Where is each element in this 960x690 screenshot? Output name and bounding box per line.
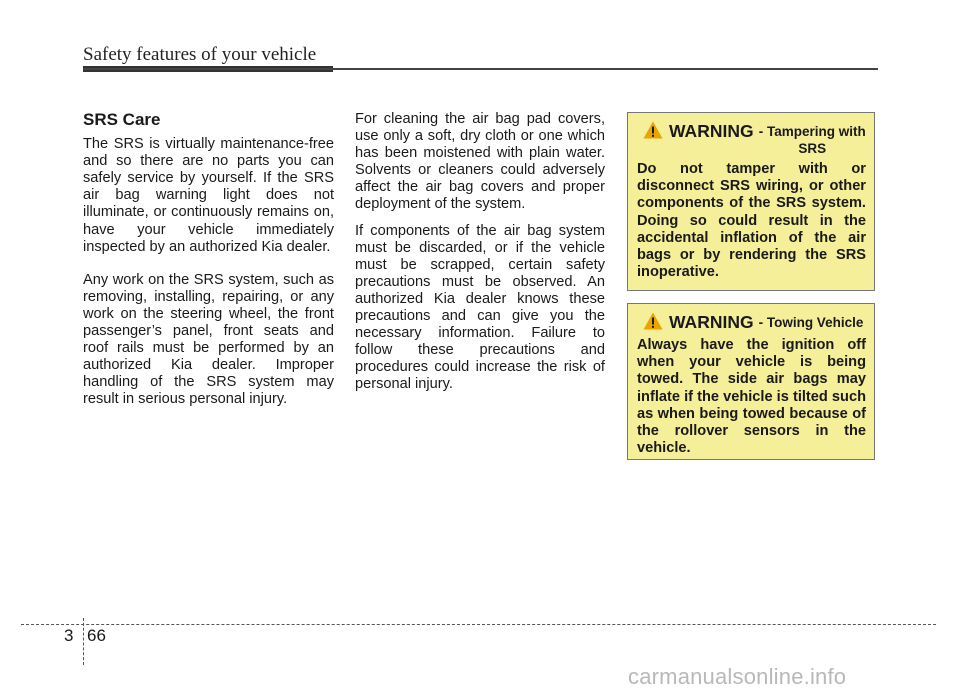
- paragraph: The SRS is virtually maintenance-free and so there are no parts you can safely service by yourself. If the SRS air bag warning light does not illuminate, or continuously remains on, have your vehicle immediately inspected by an authorized Kia dealer.: [83, 136, 334, 255]
- chapter-number: 3: [64, 626, 74, 645]
- text-column-left: [83, 111, 334, 418]
- footer-divider: [83, 618, 84, 665]
- paragraph: If components of the air bag system must be discarded, or if the vehicle must be scrapped, certain safety precautions must be observed. An authorized Kia dealer knows these precautions and can give you the necessary information. Failure to follow these precautions and procedures could increase the risk of personal injury.: [355, 222, 605, 393]
- warning-subtitle: - Towing Vehicle: [758, 315, 864, 330]
- watermark: carmanualsonline.info: [628, 664, 847, 689]
- warning-triangle-icon: [643, 121, 663, 139]
- warning-box-towing: [627, 303, 875, 460]
- section-heading: SRS Care: [83, 110, 161, 129]
- warning-subtitle: - Tampering with SRS: [758, 124, 866, 156]
- page-number: 66: [87, 626, 106, 645]
- text-column-middle: [355, 111, 605, 403]
- warning-body: Do not tamper with or disconnect SRS wiring, or other components of the SRS system. Doing so could result in the accidental inflation of the air bags or by rendering the SRS inoperative.: [637, 161, 866, 281]
- warning-header: [643, 121, 866, 157]
- warning-label: WARNING: [669, 121, 754, 141]
- warning-triangle-icon: [643, 312, 663, 330]
- warning-label: WARNING: [669, 312, 754, 332]
- header-title: Safety features of your vehicle: [83, 44, 317, 65]
- warning-box-tampering: [627, 112, 875, 291]
- warning-body: Always have the ignition off when your vehicle is being towed. The side air bags may inflate if the vehicle is tilted such as when being towed because of the rollover sensors in the vehicle.: [637, 337, 866, 457]
- paragraph: Any work on the SRS system, such as removing, installing, repairing, or any work on the steering wheel, the front passenger’s panel, front seats and roof rails must be performed by an authorized Kia dealer. Improper handling of the SRS system may result in serious personal injury.: [83, 271, 334, 408]
- footer-rule: [21, 624, 936, 625]
- header-rule: [83, 68, 878, 70]
- warning-header: [643, 312, 866, 333]
- paragraph: For cleaning the air bag pad covers, use only a soft, dry cloth or one which has been moistened with plain water. Solvents or cleaners could adversely affect the air bag covers and proper deployment of the system.: [355, 111, 605, 213]
